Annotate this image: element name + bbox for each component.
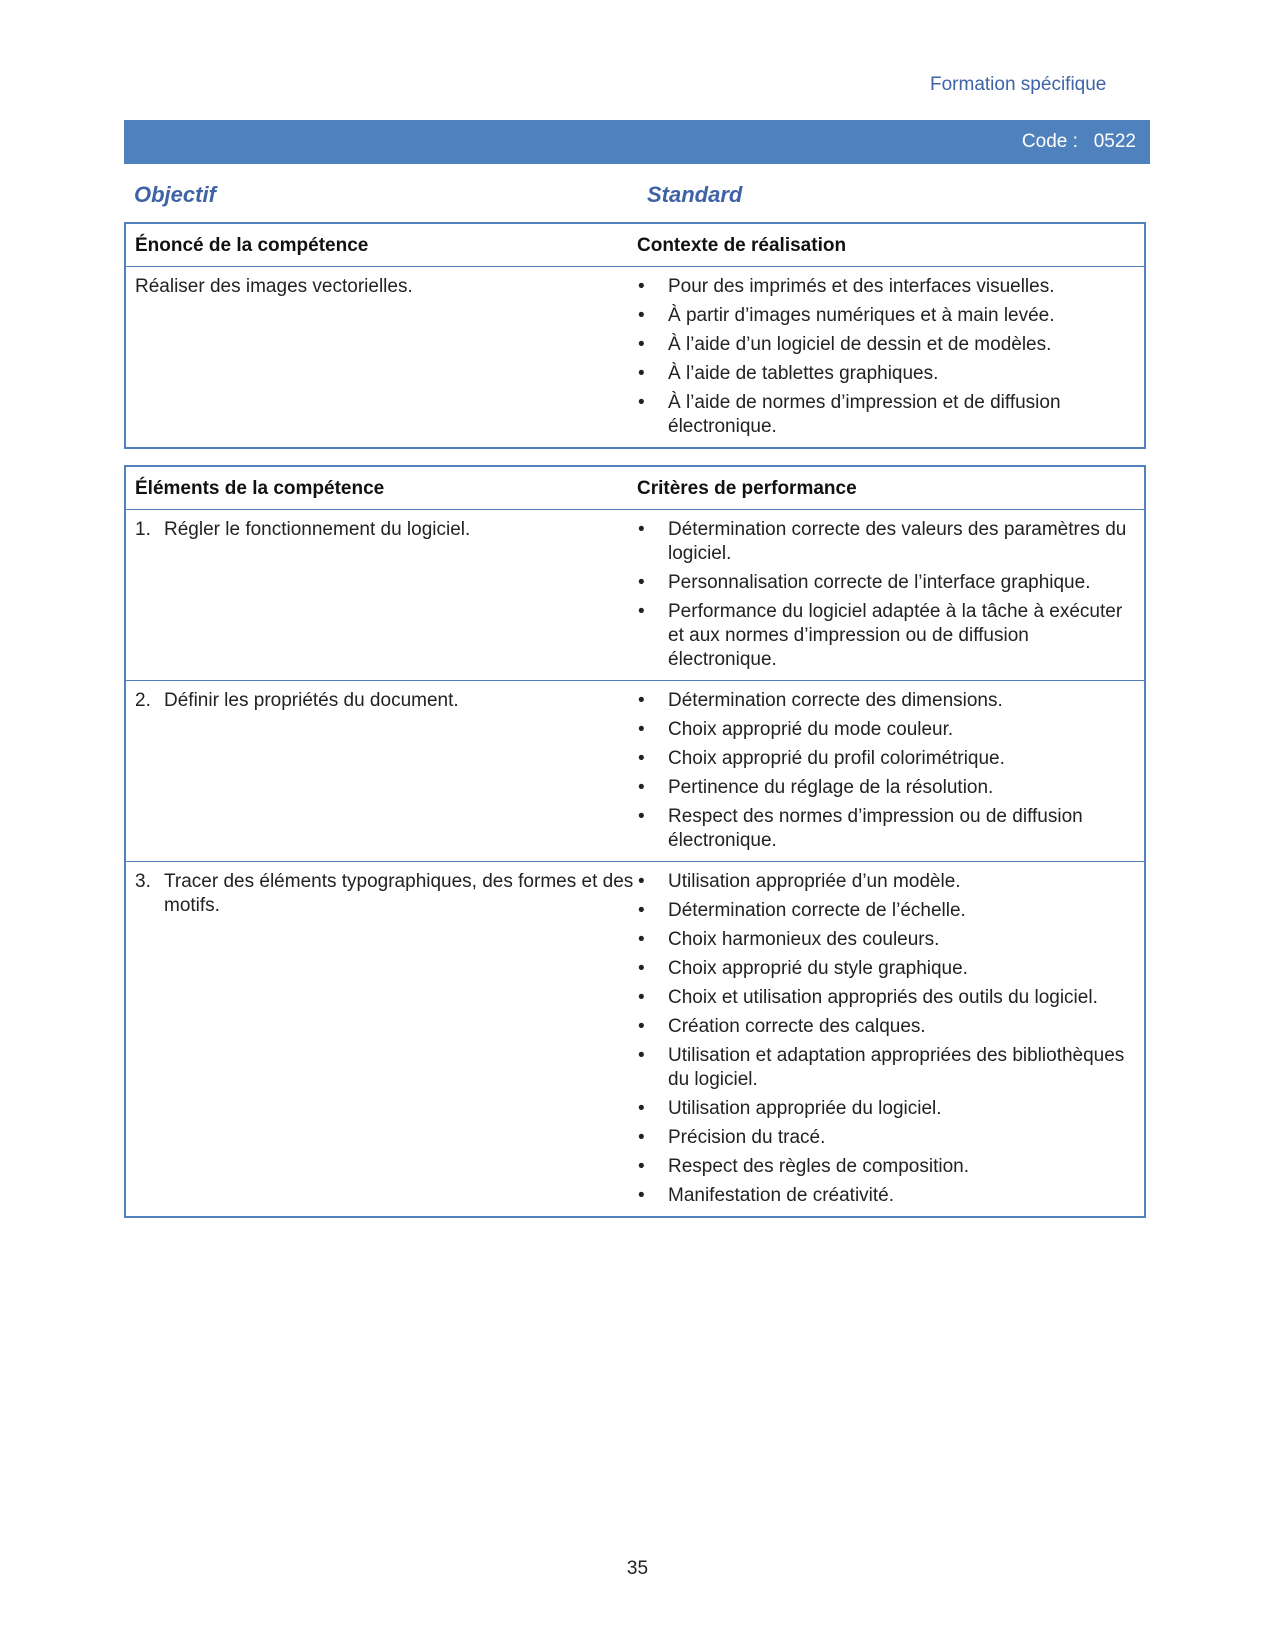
element-text: Définir les propriétés du document. xyxy=(164,690,459,711)
formation-label: Formation spécifique xyxy=(930,74,1107,95)
element-text: Tracer des éléments typographiques, des formes et des motifs. xyxy=(164,871,634,916)
list-item: • À l’aide d’un logiciel de dessin et de modèles. xyxy=(637,333,1138,357)
list-item: • Utilisation et adaptation appropriées des bibliothèques du logiciel. xyxy=(637,1044,1138,1092)
objectif-heading: Objectif xyxy=(134,182,216,207)
enonce-text: Réaliser des images vectorielles. xyxy=(135,276,413,297)
list-item: • Pertinence du réglage de la résolution. xyxy=(637,776,1138,800)
elements-table xyxy=(124,465,1146,1218)
criteria-list xyxy=(637,518,1138,672)
table-row xyxy=(126,862,1144,1216)
criteria-list xyxy=(637,870,1138,1208)
list-item: • Choix approprié du style graphique. xyxy=(637,957,1138,981)
enonce-row xyxy=(126,267,1144,447)
element-number: 3. xyxy=(135,871,151,892)
list-item: • Détermination correcte des valeurs des paramètres du logiciel. xyxy=(637,518,1138,566)
list-item: • Détermination correcte des dimensions. xyxy=(637,689,1138,713)
criteria-list xyxy=(637,689,1138,853)
element-number: 1. xyxy=(135,519,151,540)
section-headings xyxy=(134,182,1140,212)
table-row xyxy=(126,681,1144,862)
list-item: • Précision du tracé. xyxy=(637,1126,1138,1150)
standard-heading: Standard xyxy=(647,182,743,207)
page-number: 35 xyxy=(626,1558,649,1579)
list-item: • À partir d’images numériques et à main levée. xyxy=(637,304,1138,328)
contexte-list xyxy=(637,275,1138,439)
list-item: • Création correcte des calques. xyxy=(637,1015,1138,1039)
list-item: • À l’aide de normes d’impression et de diffusion électronique. xyxy=(637,391,1138,439)
elements-table-header xyxy=(126,467,1144,510)
table-row xyxy=(126,510,1144,681)
list-item: • À l’aide de tablettes graphiques. xyxy=(637,362,1138,386)
list-item: • Manifestation de créativité. xyxy=(637,1184,1138,1208)
enonce-table-header xyxy=(126,224,1144,267)
list-item: • Respect des normes d’impression ou de diffusion électronique. xyxy=(637,805,1138,853)
element-number: 2. xyxy=(135,690,151,711)
list-item: • Utilisation appropriée du logiciel. xyxy=(637,1097,1138,1121)
list-item: • Performance du logiciel adaptée à la tâche à exécuter et aux normes d’impression ou de diffusion électronique. xyxy=(637,600,1138,672)
code-label: Code : 0522 xyxy=(1021,131,1136,152)
enonce-table xyxy=(124,222,1146,449)
code-bar xyxy=(124,120,1150,164)
list-item: • Personnalisation correcte de l’interface graphique. xyxy=(637,571,1138,595)
list-item: • Choix approprié du profil colorimétrique. xyxy=(637,747,1138,771)
list-item: • Choix et utilisation appropriés des outils du logiciel. xyxy=(637,986,1138,1010)
list-item: • Choix harmonieux des couleurs. xyxy=(637,928,1138,952)
list-item: • Pour des imprimés et des interfaces visuelles. xyxy=(637,275,1138,299)
enonce-header: Énoncé de la compétence xyxy=(135,235,369,256)
criteres-header: Critères de performance xyxy=(637,478,857,499)
contexte-header: Contexte de réalisation xyxy=(637,235,847,256)
list-item: • Utilisation appropriée d’un modèle. xyxy=(637,870,1138,894)
elements-header: Éléments de la compétence xyxy=(135,478,385,499)
element-text: Régler le fonctionnement du logiciel. xyxy=(164,519,471,540)
list-item: • Respect des règles de composition. xyxy=(637,1155,1138,1179)
list-item: • Détermination correcte de l’échelle. xyxy=(637,899,1138,923)
list-item: • Choix approprié du mode couleur. xyxy=(637,718,1138,742)
